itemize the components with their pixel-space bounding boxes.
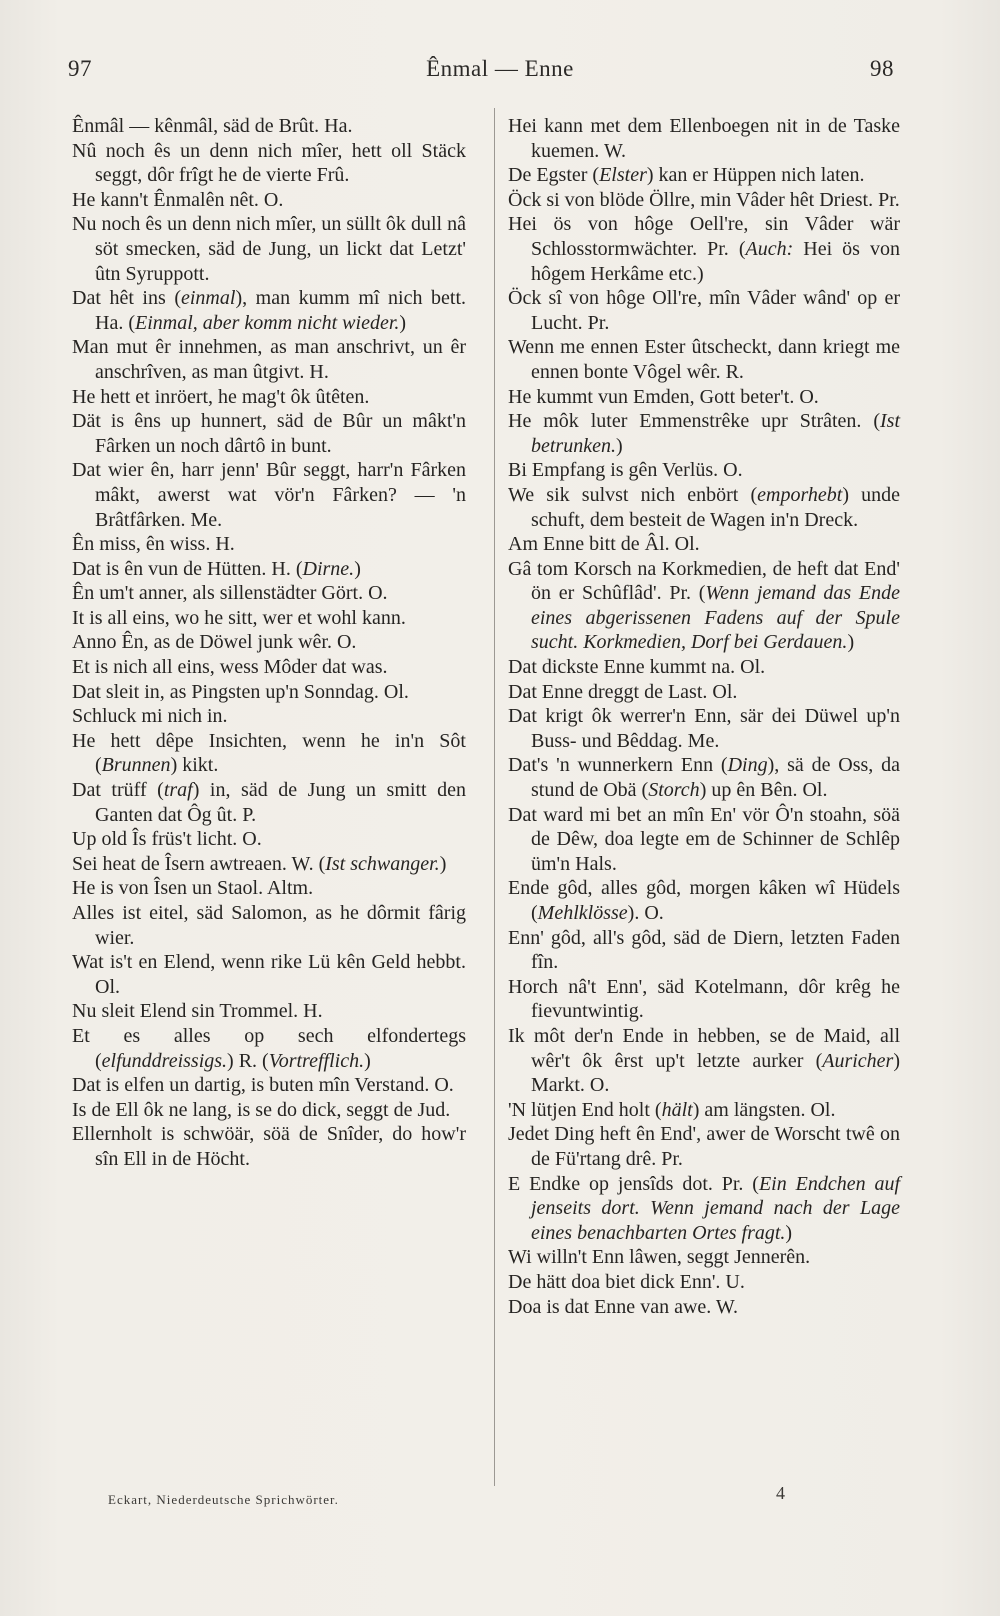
signature-mark: 4 <box>776 1483 785 1503</box>
proverb-entry <box>508 926 900 975</box>
entry-text: Dat wier ên, harr jenn' Bûr seggt, harr'n Fârken mâkt, awerst wat vör'n Fârken? — 'n Brâtfârken. Me. <box>72 459 466 531</box>
proverb-entry <box>72 385 466 410</box>
entry-text: ) <box>354 557 361 580</box>
italic-gloss: Auricher <box>822 1049 894 1072</box>
proverb-entry <box>72 852 466 877</box>
italic-gloss: einmal <box>181 287 236 310</box>
proverb-entry <box>508 876 900 925</box>
entry-text: ) in, säd de Jung un smitt den Ganten dat Ôg ût. P. <box>95 779 466 826</box>
entry-text: ), sä de Oss, da stund de Obä ( <box>531 754 900 802</box>
proverb-entry <box>508 114 900 163</box>
proverb-entry <box>72 1122 466 1171</box>
proverb-entry <box>508 1295 900 1320</box>
entry-text: ) <box>439 852 447 875</box>
italic-gloss: Dirne. <box>302 557 355 580</box>
proverb-entry <box>508 458 900 483</box>
right-column <box>508 114 900 1319</box>
proverb-entry <box>72 139 466 188</box>
entry-text: He kann't Ênmalên nêt. O. <box>72 188 284 211</box>
entry-text: Sei heat de Îsern awtreaen. W. ( <box>72 852 326 875</box>
proverb-entry <box>508 188 900 213</box>
proverb-entry <box>72 1024 466 1073</box>
entry-text: Dät is êns up hunnert, säd de Bûr un mâkt'n Fârken un noch dârtô in bunt. <box>72 410 466 457</box>
entry-text: Am Enne bitt de Âl. Ol. <box>508 533 700 556</box>
entry-text: ) kikt. <box>170 754 219 777</box>
italic-gloss: emporhebt <box>757 483 843 506</box>
running-title: Ênmal — Enne <box>426 56 574 81</box>
proverb-entry <box>508 483 900 532</box>
entry-text: Wi willn't Enn lâwen, seggt Jennerên. <box>508 1246 811 1269</box>
entry-text: Ên um't anner, als sillenstädter Gört. O. <box>72 582 388 605</box>
italic-gloss: Storch <box>648 779 700 802</box>
proverb-entry <box>72 630 466 655</box>
italic-gloss: hält <box>661 1098 693 1121</box>
proverb-entry <box>72 704 466 729</box>
entry-text: Dat is ên vun de Hütten. H. ( <box>72 557 303 580</box>
proverb-entry <box>508 704 900 753</box>
proverb-entry <box>508 286 900 335</box>
proverb-entry <box>508 212 900 286</box>
proverb-entry <box>72 876 466 901</box>
entry-text: Et es alles op sech elfondertegs ( <box>72 1024 466 1072</box>
proverb-entry <box>72 950 466 999</box>
entry-text: Schluck mi nich in. <box>72 705 228 728</box>
entry-text: Hei ös von hôge Oell're, sin Vâder wär Schlosstormwächter. Pr. ( <box>508 213 900 260</box>
italic-gloss: Einmal, aber komm nicht wieder. <box>134 311 400 334</box>
entry-text: Hei kann met dem Ellenboegen nit in de Taske kuemen. W. <box>508 115 900 162</box>
proverb-entry <box>508 1172 900 1246</box>
entry-text: Dat Enne dreggt de Last. Ol. <box>508 680 738 703</box>
proverb-entry <box>72 1073 466 1098</box>
entry-text: Wat is't en Elend, wenn rike Lü kên Geld hebbt. Ol. <box>72 951 466 998</box>
proverb-entry <box>508 1270 900 1295</box>
proverb-entry <box>72 729 466 778</box>
entry-text: Öck si von blöde Öllre, min Vâder hêt Driest. Pr. <box>508 188 900 211</box>
proverb-entry <box>508 753 900 802</box>
proverb-entry <box>72 827 466 852</box>
entry-text: ) <box>785 1221 793 1244</box>
proverb-entry <box>72 606 466 631</box>
italic-gloss: Ein Endchen auf jenseits dort. Wenn jemand nach der Lage eines benachbarten Ortes fragt. <box>531 1172 900 1244</box>
entry-text: Doa is dat Enne van awe. W. <box>508 1295 738 1318</box>
entry-text: ) up ên Bên. Ol. <box>699 779 828 802</box>
proverb-entry <box>72 1098 466 1123</box>
entry-text: ) <box>847 631 855 654</box>
entry-text: Ên miss, ên wiss. H. <box>72 533 235 556</box>
entry-text: We sik sulvst nich enbört ( <box>508 483 758 506</box>
entry-text: Öck sî von hôge Oll're, mîn Vâder wând' op er Lucht. Pr. <box>508 287 900 334</box>
italic-gloss: Ding <box>727 754 768 777</box>
proverb-entry <box>508 1098 900 1123</box>
proverb-entry <box>72 212 466 286</box>
entry-text: ) <box>399 311 407 334</box>
entry-text: ) R. ( <box>227 1049 269 1072</box>
proverb-entry <box>72 557 466 582</box>
proverb-entry <box>72 778 466 827</box>
proverb-entry <box>72 188 466 213</box>
proverb-entry <box>508 385 900 410</box>
proverb-entry <box>72 458 466 532</box>
proverb-entry <box>72 114 466 139</box>
entry-text: It is all eins, wo he sitt, wer et wohl kann. <box>72 606 406 629</box>
italic-gloss: Ist schwanger. <box>325 852 440 875</box>
proverb-entry <box>508 557 900 655</box>
proverb-entry <box>72 655 466 680</box>
proverb-entry <box>508 655 900 680</box>
page-number-right: 98 <box>870 56 894 81</box>
entry-text: Alles ist eitel, säd Salomon, as he dôrmit fârig wier. <box>72 902 466 949</box>
entry-text: Ende gôd, alles gôd, morgen kâken wî Hüdels ( <box>508 877 900 924</box>
entry-text: E Endke op jensîds dot. Pr. ( <box>508 1172 759 1195</box>
entry-text: Horch nâ't Enn', säd Kotelmann, dôr krêg he fievuntwintig. <box>508 975 900 1023</box>
entry-text: Ellernholt is schwöär, söä de Snîder, do how'r sîn Ell in de Höcht. <box>72 1123 466 1170</box>
italic-gloss: Brunnen <box>101 754 171 777</box>
entry-text: Ênmâl — kênmâl, säd de Brût. Ha. <box>72 115 353 137</box>
entry-text: Dat hêt ins ( <box>72 287 181 310</box>
entry-text: Bi Empfang is gên Verlüs. O. <box>508 459 743 482</box>
proverb-entry <box>508 680 900 705</box>
proverb-entry <box>72 409 466 458</box>
entry-text: Hei ös von hôgem Herkâme etc.) <box>531 237 900 285</box>
entry-text: ) Markt. O. <box>531 1049 900 1097</box>
italic-gloss: Ist betrunken. <box>531 410 900 457</box>
entry-text: 'N lütjen End holt ( <box>508 1098 662 1121</box>
entry-text: Anno Ên, as de Döwel junk wêr. O. <box>72 631 357 654</box>
proverb-entry <box>72 901 466 950</box>
entry-text: Nu noch ês un denn nich mîer, un süllt ôk dull nâ söt smecken, säd de Jung, un lickt dat Letzt' ûtn Syruppott. <box>72 213 466 285</box>
entry-text: He kummt vun Emden, Gott beter't. O. <box>508 385 819 408</box>
column-divider <box>494 108 495 1486</box>
entry-text: ) kan er Hüppen nich laten. <box>646 164 865 187</box>
italic-gloss: elfunddreissigs. <box>101 1049 228 1072</box>
entry-text: Nû noch ês un denn nich mîer, hett oll Stäck seggt, dôr frîgt he de vierte Frû. <box>72 139 466 187</box>
entry-text: ) unde schuft, dem besteit de Wagen in'n Dreck. <box>531 483 901 531</box>
italic-gloss: traf <box>163 779 193 802</box>
entry-text: Up old Îs früs't licht. O. <box>72 828 262 851</box>
italic-gloss: Auch: <box>745 237 794 260</box>
entry-text: Dat's 'n wunnerkern Enn ( <box>508 754 728 777</box>
entry-text: ). O. <box>627 902 664 924</box>
proverb-entry <box>508 1024 900 1098</box>
entry-text: Is de Ell ôk ne lang, is se do dick, seggt de Jud. <box>72 1098 451 1121</box>
proverb-entry <box>508 335 900 384</box>
entry-text: ) am längsten. Ol. <box>692 1098 836 1121</box>
proverb-entry <box>72 999 466 1024</box>
entry-text: He môk luter Emmenstrêke upr Strâten. ( <box>508 410 880 433</box>
proverb-entry <box>72 335 466 384</box>
entry-text: De Egster ( <box>508 164 600 187</box>
proverb-entry <box>72 286 466 335</box>
footer-signature: Eckart, Niederdeutsche Sprichwörter. <box>108 1492 339 1507</box>
entry-text: Ik môt der'n Ende in hebben, se de Maid, all wêr't ôk êrst up't letzte aurker ( <box>508 1024 900 1072</box>
italic-gloss: Wenn jemand das Ende eines abgerissenen Fadens auf der Spule sucht. Korkmedien, Dorf bei Gerdauen. <box>531 582 900 654</box>
proverb-entry <box>508 975 900 1024</box>
entry-text: Dat krigt ôk werrer'n Enn, sär dei Düwel up'n Buss- und Bêddag. Me. <box>508 705 900 752</box>
entry-text: Dat dickste Enne kummt na. Ol. <box>508 656 766 679</box>
proverb-entry <box>72 532 466 557</box>
proverb-entry <box>508 1122 900 1171</box>
proverb-entry <box>72 680 466 705</box>
page-number-left: 97 <box>68 56 92 81</box>
proverb-entry <box>508 803 900 877</box>
entry-text: ) <box>364 1049 371 1072</box>
entry-text: Jedet Ding heft ên End', awer de Worscht twê on de Fü'rtang drê. Pr. <box>508 1123 900 1170</box>
proverb-entry <box>72 581 466 606</box>
entry-text: He hett dêpe Insichten, wenn he in'n Sôt ( <box>72 729 466 777</box>
italic-gloss: Mehlklösse <box>537 902 628 924</box>
proverb-entry <box>508 532 900 557</box>
entry-text: He hett et inröert, he mag't ôk ûtêten. <box>72 385 370 408</box>
entry-text: Gâ tom Korsch na Korkmedien, de heft dat End' ön er Schûflâd'. Pr. ( <box>508 557 900 605</box>
entry-text: De hätt doa biet dick Enn'. U. <box>508 1270 745 1293</box>
entry-text: Wenn me ennen Ester ûtscheckt, dann kriegt me ennen bonte Vôgel wêr. R. <box>508 336 900 383</box>
entry-text: Dat sleit in, as Pingsten up'n Sonndag. Ol. <box>72 680 409 703</box>
entry-text: Enn' gôd, all's gôd, säd de Diern, letzten Faden fîn. <box>508 926 900 974</box>
entry-text: Dat trüff ( <box>72 779 164 802</box>
proverb-entry <box>508 163 900 188</box>
entry-text: Dat is elfen un dartig, is buten mîn Verstand. O. <box>72 1074 454 1097</box>
italic-gloss: Elster <box>599 164 647 187</box>
entry-text: ) <box>615 434 623 457</box>
proverb-entry <box>508 409 900 458</box>
entry-text: Dat ward mi bet an mîn En' vör Ô'n stoahn, söä de Dêw, doa legte em de Schinner de Schlêp üm'n Hals. <box>508 803 900 875</box>
left-column <box>72 114 466 1172</box>
entry-text: Man mut êr innehmen, as man anschrivt, un êr anschrîven, as man ûtgivt. H. <box>72 336 466 383</box>
proverb-entry <box>508 1245 900 1270</box>
entry-text: Nu sleit Elend sin Trommel. H. <box>72 1000 323 1023</box>
entry-text: ), man kumm mî nich bett. Ha. ( <box>95 287 466 334</box>
entry-text: Et is nich all eins, wess Môder dat was. <box>72 656 388 679</box>
italic-gloss: Vortrefflich. <box>268 1049 365 1072</box>
entry-text: He is von Îsen un Staol. Altm. <box>72 877 314 900</box>
